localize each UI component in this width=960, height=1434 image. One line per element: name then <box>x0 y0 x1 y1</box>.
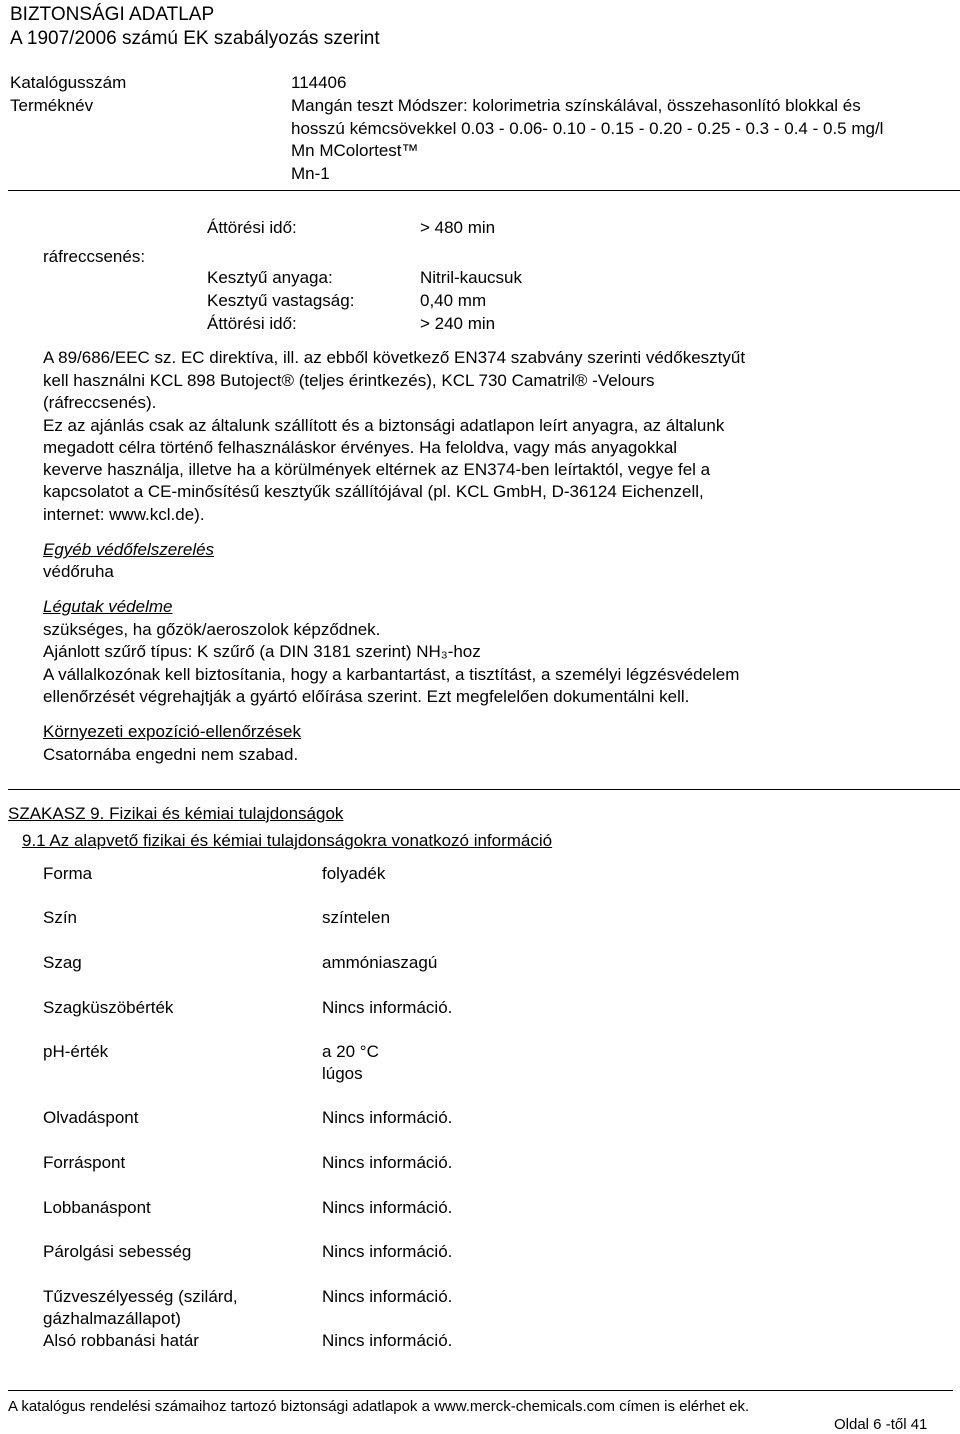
environmental-exposure-text: Csatornába engedni nem szabad. <box>43 745 299 764</box>
breakthrough-time-label: Áttörési idő: <box>207 314 297 333</box>
property-value: Nincs információ. <box>322 1242 453 1261</box>
property-label: Szag <box>43 953 82 972</box>
property-value: folyadék <box>322 864 386 883</box>
product-name-line: Mangán teszt Módszer: kolorimetria színskálával, összehasonlító blokkal és <box>291 96 861 115</box>
property-label-extra: gázhalmazállapot) <box>43 1309 181 1328</box>
product-name-line: hosszú kémcsövekkel 0.03 - 0.06- 0.10 - 0.15 - 0.20 - 0.25 - 0.3 - 0.4 - 0.5 mg/l <box>291 119 884 138</box>
respiratory-text-line: A vállalkozónak kell biztosítania, hogy a karbantartást, a tisztítást, a személyi légzésvédelem <box>43 665 740 684</box>
property-label: Alsó robbanási határ <box>43 1331 199 1350</box>
directive-text-line: kell használni KCL 898 Butoject® (teljes érintkezés), KCL 730 Camatril® -Velours <box>43 371 655 390</box>
respiratory-protection-heading: Légutak védelme <box>43 597 173 616</box>
breakthrough-time-value: > 480 min <box>420 218 496 237</box>
property-label: Forma <box>43 864 93 883</box>
property-label: Lobbanáspont <box>43 1198 151 1217</box>
respiratory-text-line: ellenőrzését végrehajtják a gyártó előírása szerint. Ezt megfelelően dokumentálni kell. <box>43 687 690 706</box>
property-value: Nincs információ. <box>322 1108 453 1127</box>
other-protection-text: védőruha <box>43 562 114 581</box>
glove-material-label: Kesztyű anyaga: <box>207 268 333 287</box>
property-value: a 20 °C <box>322 1042 379 1061</box>
footer-note: A katalógus rendelési számaihoz tartozó biztonsági adatlapok a www.merck-chemicals.com címen is elérhet ek. <box>8 1398 750 1415</box>
glove-thickness-label: Kesztyű vastagság: <box>207 291 355 310</box>
property-value: Nincs információ. <box>322 1331 453 1350</box>
document-title: BIZTONSÁGI ADATLAP <box>10 4 215 25</box>
section9-subtitle: 9.1 Az alapvető fizikai és kémiai tulajdonságokra vonatkozó információ <box>22 831 553 850</box>
property-label: Párolgási sebesség <box>43 1242 192 1261</box>
header-divider <box>8 190 960 191</box>
directive-text-line: internet: www.kcl.de). <box>43 505 205 524</box>
directive-text-line: Ez az ajánlás csak az általunk szállított és a biztonsági adatlapon leírt anyagra, az általunk <box>43 416 725 435</box>
property-value: Nincs információ. <box>322 998 453 1017</box>
property-label: Olvadáspont <box>43 1108 139 1127</box>
property-value: ammóniaszagú <box>322 953 438 972</box>
directive-text-line: (ráfreccsenés). <box>43 393 157 412</box>
respiratory-text-line: szükséges, ha gőzök/aeroszolok képződnek. <box>43 620 381 639</box>
breakthrough-time-label: Áttörési idő: <box>207 218 297 237</box>
section-divider <box>8 789 960 790</box>
property-value: Nincs információ. <box>322 1198 453 1217</box>
environmental-exposure-heading: Környezeti expozíció-ellenőrzések <box>43 722 301 741</box>
respiratory-text-line: Ajánlott szűrő típus: K szűrő (a DIN 3181 szerint) NH₃-hoz <box>43 642 481 661</box>
product-name-line: Mn MColortest™ <box>291 141 419 160</box>
glove-thickness-value: 0,40 mm <box>420 291 487 310</box>
directive-text-line: megadott célra történő felhasználáskor érvényes. Ha feloldva, vagy más anyagokkal <box>43 438 678 457</box>
page-number: Oldal 6 -től 41 <box>834 1416 928 1433</box>
property-value: Nincs információ. <box>322 1153 453 1172</box>
property-label: Forráspont <box>43 1153 126 1172</box>
product-name-line: Mn-1 <box>291 164 330 183</box>
product-name-label: Terméknév <box>10 96 94 115</box>
catalog-number-label: Katalógusszám <box>10 73 127 92</box>
footer-divider <box>8 1390 953 1391</box>
property-value-extra: lúgos <box>322 1064 363 1083</box>
directive-text-line: kapcsolatot a CE-minősítésű kesztyűk szállítójával (pl. KCL GmbH, D-36124 Eichenzell, <box>43 482 704 501</box>
other-protection-heading: Egyéb védőfelszerelés <box>43 540 215 559</box>
glove-material-value: Nitril-kaucsuk <box>420 268 523 287</box>
regulation-reference: A 1907/2006 számú EK szabályozás szerint <box>10 28 380 49</box>
directive-text-line: keverve használja, illetve ha a körülmények eltérnek az EN374-ben leírtaktól, vegye fel a <box>43 460 711 479</box>
property-label: pH-érték <box>43 1042 109 1061</box>
property-value: színtelen <box>322 908 391 927</box>
property-label: Szagküszöbérték <box>43 998 174 1017</box>
property-label: Szín <box>43 908 78 927</box>
property-value: Nincs információ. <box>322 1287 453 1306</box>
catalog-number-value: 114406 <box>291 73 347 92</box>
splash-contact-label: ráfreccsenés: <box>43 247 146 266</box>
breakthrough-time-value: > 240 min <box>420 314 496 333</box>
property-label: Tűzveszélyesség (szilárd, <box>43 1287 238 1306</box>
directive-text-line: A 89/686/EEC sz. EC direktíva, ill. az ebből következő EN374 szabvány szerinti védőkesztyűt <box>43 348 746 367</box>
section9-title: SZAKASZ 9. Fizikai és kémiai tulajdonságok <box>8 804 344 823</box>
